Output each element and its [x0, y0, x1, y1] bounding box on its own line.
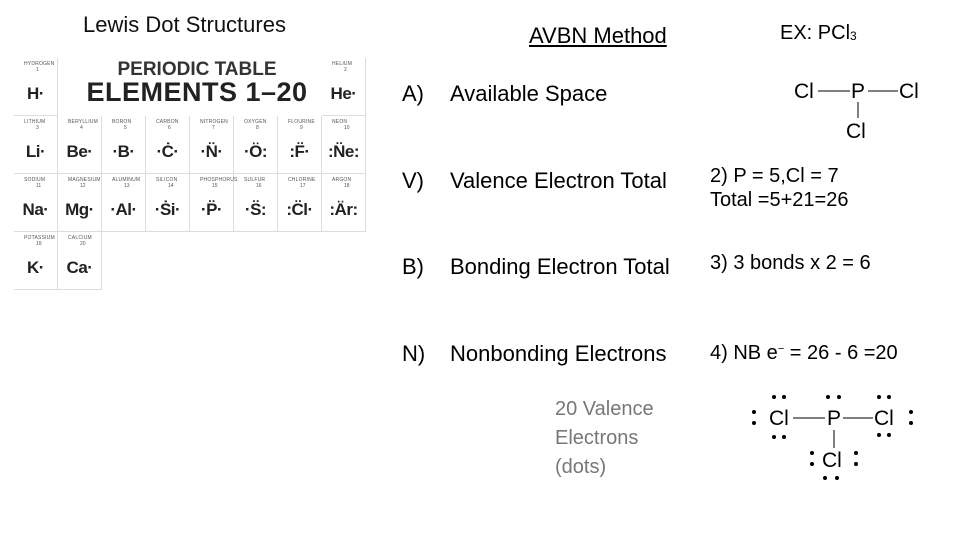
- element-number: 17: [300, 183, 306, 189]
- element-symbol: ·Al·: [110, 200, 137, 219]
- element-name: SILICON: [156, 177, 178, 183]
- element-symbol: ·Ö:: [243, 142, 268, 161]
- nonbonding-sup: −: [777, 343, 785, 355]
- element-number: 9: [300, 125, 303, 131]
- valence-answer: [710, 164, 848, 212]
- element-cell: [14, 174, 58, 232]
- mol2-p: P: [827, 407, 842, 430]
- element-symbol: Ca·: [66, 258, 93, 277]
- element-cell: [322, 116, 366, 174]
- element-symbol: ·B·: [112, 142, 135, 161]
- element-name: BERYLLIUM: [68, 119, 99, 125]
- mol1-cl-left: Cl: [794, 80, 814, 103]
- element-cell: [58, 116, 102, 174]
- element-cell: [234, 174, 278, 232]
- element-cell: [190, 174, 238, 232]
- mol2-cl-bottom: Cl: [822, 449, 842, 472]
- element-number: 2: [344, 67, 347, 73]
- element-symbol: :Är:: [329, 200, 358, 219]
- nonbonding-answer: [710, 337, 898, 365]
- periodic-table: [14, 58, 372, 294]
- element-cell: [58, 232, 102, 290]
- element-symbol: ·P̈·: [200, 200, 223, 219]
- nonbonding-prefix: 4) NB e: [710, 342, 778, 364]
- element-symbol: :N̈e:: [327, 142, 360, 161]
- element-cell: [278, 116, 322, 174]
- step-b-label: Bonding Electron Total: [450, 254, 670, 279]
- element-number: 16: [256, 183, 262, 189]
- mol2-cl-right: Cl: [874, 407, 894, 430]
- element-cell: [190, 116, 234, 174]
- example-prefix: EX: PCl: [780, 22, 851, 44]
- step-a-label: Available Space: [450, 81, 608, 106]
- element-name: SULFUR: [244, 177, 266, 183]
- element-name: OXYGEN: [244, 119, 267, 125]
- element-number: 18: [344, 183, 350, 189]
- element-symbol: Na·: [22, 200, 49, 219]
- element-number: 19: [36, 241, 42, 247]
- element-name: NITROGEN: [200, 119, 228, 125]
- element-number: 10: [344, 125, 350, 131]
- periodic-table-subtitle: ELEMENTS 1–20: [86, 77, 308, 107]
- dots-note-line2: Electrons: [555, 427, 639, 449]
- element-number: 15: [212, 183, 218, 189]
- mol1-cl-bottom: Cl: [846, 120, 866, 143]
- element-number: 6: [168, 125, 171, 131]
- element-symbol: :C̈l·: [286, 200, 313, 219]
- element-number: 11: [36, 183, 42, 189]
- element-cell: [146, 174, 190, 232]
- element-number: 8: [256, 125, 259, 131]
- element-cell: [58, 174, 102, 232]
- dots-note: [555, 395, 654, 482]
- element-name: CHLORINE: [288, 177, 316, 183]
- element-name: LITHIUM: [24, 119, 46, 125]
- pcl3-lewis-diagram: [745, 390, 925, 490]
- element-name: FLOURINE: [288, 119, 315, 125]
- element-number: 20: [80, 241, 86, 247]
- example-heading: [780, 22, 857, 45]
- element-name: PHOSPHORUS: [200, 177, 238, 183]
- element-symbol: Mg·: [65, 200, 94, 219]
- step-a-letter: A): [402, 81, 424, 106]
- element-cell: [322, 58, 366, 116]
- slide-title: Lewis Dot Structures: [83, 12, 286, 37]
- element-cell: [102, 174, 146, 232]
- nonbonding-suffix: = 26 - 6 =20: [784, 342, 898, 364]
- step-b-letter: B): [402, 254, 424, 279]
- element-number: 13: [124, 183, 130, 189]
- element-name: HYDROGEN: [24, 61, 55, 67]
- element-name: ARGON: [332, 177, 352, 183]
- element-symbol: ·Ċ·: [156, 142, 179, 161]
- valence-answer-line1: 2) P = 5,Cl = 7: [710, 165, 839, 187]
- element-cell: [322, 174, 366, 232]
- mol1-cl-right: Cl: [899, 80, 919, 103]
- element-name: POTASSIUM: [24, 235, 55, 241]
- element-cell: [14, 116, 58, 174]
- element-symbol: K·: [27, 258, 44, 277]
- element-number: 1: [36, 67, 39, 73]
- element-symbol: Be·: [66, 142, 93, 161]
- dots-note-line1: 20 Valence: [555, 398, 654, 420]
- element-cell: [102, 116, 146, 174]
- element-name: HELIUM: [332, 61, 353, 67]
- mol2-cl-left: Cl: [769, 407, 789, 430]
- valence-answer-line2: Total =5+21=26: [710, 189, 849, 211]
- element-number: 14: [168, 183, 174, 189]
- element-cell: [146, 116, 190, 174]
- element-symbol: He·: [330, 84, 357, 103]
- step-n-letter: N): [402, 341, 426, 366]
- element-symbol: Li·: [25, 142, 46, 161]
- mol1-p: P: [851, 80, 866, 103]
- element-cell: [234, 116, 278, 174]
- element-name: CARBON: [156, 119, 179, 125]
- element-cell: [14, 232, 58, 290]
- element-symbol: H·: [27, 84, 44, 103]
- element-number: 7: [212, 125, 215, 131]
- element-name: BORON: [112, 119, 132, 125]
- element-symbol: ·N̈·: [200, 142, 223, 161]
- element-name: CALCIUM: [68, 235, 92, 241]
- periodic-table-banner: [62, 58, 332, 105]
- step-n-label: Nonbonding Electrons: [450, 341, 667, 366]
- element-number: 5: [124, 125, 127, 131]
- step-v-label: Valence Electron Total: [450, 168, 667, 193]
- element-name: ALUMINUM: [112, 177, 141, 183]
- element-cell: [278, 174, 322, 232]
- element-name: NEON: [332, 119, 348, 125]
- example-subscript: 3: [850, 29, 857, 43]
- step-v-letter: V): [402, 168, 424, 193]
- element-number: 12: [80, 183, 86, 189]
- element-symbol: ·Ṡi·: [154, 200, 181, 219]
- dots-note-line3: (dots): [555, 456, 607, 478]
- bonding-answer: 3) 3 bonds x 2 = 6: [710, 252, 871, 274]
- element-name: MAGNESIUM: [68, 177, 101, 183]
- pcl3-skeleton-diagram: [780, 74, 940, 148]
- element-symbol: ·S̈:: [244, 200, 267, 219]
- element-number: 4: [80, 125, 83, 131]
- element-symbol: :F̈·: [289, 142, 310, 161]
- element-number: 3: [36, 125, 39, 131]
- element-name: SODIUM: [24, 177, 46, 183]
- periodic-table-title: PERIODIC TABLE: [117, 59, 277, 80]
- method-heading: AVBN Method: [529, 23, 667, 48]
- element-cell: [14, 58, 58, 116]
